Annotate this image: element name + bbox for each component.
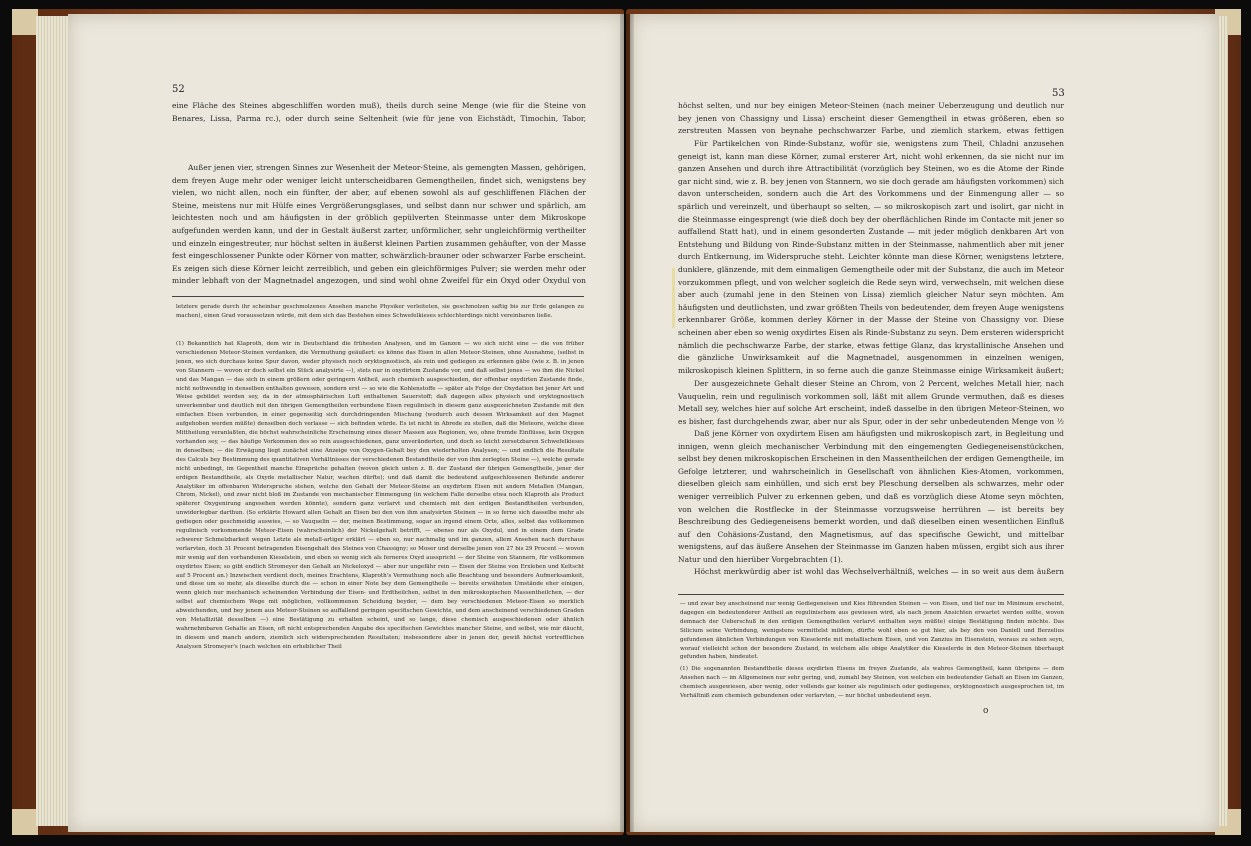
right-paragraph-5: Höchst merkwürdig aber ist wohl das Wechselverhältniß, welches — in so weit aus dem äußern: [694, 567, 1064, 576]
right-footnote-1: (1) Die sogenannten Bestandtheile dieses oxydirten Eisens im freyen Zustande, als wahres Gemengtheil, kann übrigens — dem Ansehen nach — im Allgemeinen nur sehr gering, und, zumahl bey Steinen, von welchen ein bedeutender Gehalt an Eisen im Ganzen, chemisch ausgewiesen, aber wenig, oder vollends gar keiner als regulinisch oder gediegenes, oryktognostisch ausgesprochen ist, im Verhältniß zum chemisch gebundenen oder verlarvten, — nur höchst unbedeutend seyn.: [680, 666, 1064, 699]
right-footnote-rule: [678, 594, 1064, 595]
left-footnote-1: (1) Bekanntlich hat Klaproth, dem wir in Deutschland die frühesten Analysen, und im Ganzen — wo sich nicht eine — die von früher verschiedenen Meteor-Steinen verdanken, die Vermuthung geäußert: es könne das Eisen in allen Meteor-Steinen, ohne Ausnahme, (selbst in jenen, wo sich durchaus keine Spur davon, weder physisch noch oryktognostisch, als rein und gediegen zu erkennen gäbe (wie z. B. in jenen von Stannern — wovon er doch selbst ein Stück analysirte —), stets nur in oxydirtem Zustande vor, und daß selbst jenes — wo ihm die Nickel und das Mangan — das sich in einem größern oder geringern Antheil, auch chemisch ausgeschieden, der offenbar oxydirten Zustande finde, nicht nothwendig in denselben enthalten gewesen, sondern erst — so wie die Kohlenstoffe — später als Folge der Oxydation bei jener Art und Weise gebildet worden sey, da in der atmosphärischen Luft enthaltenen Sauerstoff; daß dagegen alles physisch und oryktognostisch unverkennbar und deutlich mit den übrigen Gemengtheilen verbundene Eisen regulinisch in diesem ganz ausgezeichneten Zustande mit den einfachen Eisen verbunden, in einer gegenseitig sich durchdringenden Mischung (wodurch auch dessen Wirksamkeit auf den Magnet aufgehoben werden müßte) denselben doch verlasse — sich befinden würde. Es ist nicht in Abrede zu stellen, daß die Meteore, welche diese Mittheilung veranlaßten, die höchst wahrscheinliche Erscheinung eines dieser Massen aus Regionen, wo, ohne fremde Einflüsse, kein Oxygen vorhanden sey, — das häufige Vorkommen des so rein ausgeschiedenen, ganz unveränderten, und doch so leicht zersetzbaren Schwefelkieses in denselben; — die Erwägung liegt zunächst eine Anzeige von Oxygen-Gehalt bey den wiederholten Analysen; — und endlich die Resultate des Calculs bey Bestimmung des quantitativen Verhältnisses der verschiedenen Bestandtheile der von ihm zerlegten Steine —), welche gerade nicht unbedingt, im Gegentheil manche Einsprüche gehalten (wovon gleich unten z. B. der Zustand der übrigen Gemengtheile, jener der erdigen Bestandtheile, als Oxyde metallischer Natur, wachen dürfte); und daß damit die bedeutend aufgeschlossenen Befunde anderer Analytiker im offenbaren Widerspruche stehen, welche den Gehalt der Meteor-Steine an oxydirtem Eisen mit andern Metallen (Mangan, Chrom, Nickel), und zwar nicht bloß im Zustande von mechanischer Einmengung (in welchem Falle derselbe etwa noch Klaproth als Product späterer Oxygenirung angesehen werden könnte), sondern ganz verlarvt und chemisch mit den erdigen Bestandtheilen verbunden, unwiderlegbar darthun. (So erklärte Howard allen Gehalt an Eisen bei den von ihm analysirten Steinen — in so ferne sich dasselbe mehr als gediegen oder geschmeidig auswies, — so Vauquelin — der, meinen Bestimmung, sogar an irgend einem Orte, alles, selbst das vollkommen regulinisch vorkommende Meteor-Eisen (wahrscheinlich) der Nickelgehalt betrifft, — ebenso nur als Oxydul, und in einem dem Grade schwerer Schmelzbarkeit wegen Letzte als metall-artiger erklärt — eben so, nur nachmalig und im ganzen, allem Ansehen nach durchaus verlarvten, doch 31 Procent betragenden Eisengehalt des Steines von Chassigny; so Moser und derselbe jenen von 27 bis 29 Procent — wovon mir wenig auf den vorhandenen Kieselstein, und eben so wenig sich als ferneres Oxyd ausspricht — der Steine von Stannern, für vollkommen oxydirtes Eisen; so gibt endlich Stromeyer den Gehalt an Nickeloxyd — aber nur ungefähr rein — Eisen der Steine von Erxleben und Keltscht auf 5 Procent an.) Inzwischen verdient doch, meines Erachtens, Klaproth's Vermuthung noch alle Beachtung und besondere Aufmerksamkeit, und diese um so mehr, als dieselbe durch die — schon in einer Note bey dem Gemengtheile — bereits erwähnten Umstände eher einigen, wenn gleich nur mechanisch scheinenden Verbindung der Eisen- und Erdtheilchen, selbst in den mikroskopischen Massentheilchen, — der selbst auf chemischem Wege mit möglichen, vollkommenen Scheidung beyder, — dem bey verschiedenen Meteor-Eisen so merklich abweichenden, und bey jenem aus Meteor-Steinen so auffallend geringen specifischen Gewichte, und dem anscheinend verschiedenen Graden von Metallizität desselben —) eine Bestätigung zu erhalten scheint, und so lange, diese chemisch ausgeschiedenen oder ähnlich wahrnehmbaren Gehalte an Eisen, oft nicht entsprechenden Angabe des specifischen Gewichtes mancher Steine, und selbst, wie mir däucht, in diesem und manch andern, ziemlich sich widersprechenden Resultaten; insbesondere aber in jenen der, gewiß höchst vortrefflichen Analysen Stromeyer's (nach welchen ein erheblicher Theil: [176, 341, 584, 650]
left-page-edges: [36, 16, 70, 826]
left-footnote-continued: letztere gerade durch ihr scheinbar geschmolzenes Ansehen manche Physiker verleiteten, sie geschmolzen saftig bis zur Erde gelangen zu machen), einen Grad voraussetzen würde, mit dem sich das Bestehen eines Schwefelkieses schlechterdings nicht vereinbaren ließe.: [176, 304, 584, 319]
left-page-number: 52: [172, 84, 185, 95]
right-paragraph-4: Daß jene Körner von oxydirtem Eisen am häufigsten und mikroskopisch zart, in Begleitung und innigen, wenn gleich mechanischer Verbindung mit den eingemengten Gediegeneisenstückchen, selbst bey denen mikroskopischen Erscheinen in den Massentheilchen der erdigen Gemengtheile, im Gefolge letzterer, und wahrscheinlich in Gesellschaft von ähnlichen Kies-Atomen, vorkommen, dieselben gleich sam einhüllen, und sich erst bey Pleschung derselben als schwarzes, mehr oder weniger verreiblich Pulver zu erkennen geben, und daß es vorzüglich diese Atome seyn möchten, von welchen die Rostflecke in der Steinmasse vorzugsweise herrühren — ist bereits bey Beschreibung des Gediegeneisens bemerkt worden, und daß dieselben einen wesentlichen Einfluß auf den Cohäsions-Zustand, den Magnetismus, auf das specifische Gewicht, und mittelbar wenigstens, auf das äußere Ansehen der Steinmasse im Ganzen haben müssen, ergibt sich aus ihrer Natur und den hierüber Vorgebrachten (1).: [678, 429, 1064, 564]
corner-top-left: [12, 9, 38, 35]
left-footnote-rule: [172, 296, 584, 297]
right-paragraph-3: Der ausgezeichnete Gehalt dieser Steine an Chrom, von 2 Percent, welches Metall hier, nach Vauquelin, rein und regulinisch vorkommen soll, läßt mit allem Grunde vermuthen, daß es dieses Metall sey, welches hier auf solche Art erscheint, indeß dasselbe in den übrigen Meteor-Steinen, wo es bisher, fast durchgehends zwar, aber nur als Spur, oder in der sehr unbedeutenden Menge von ½: [678, 379, 1064, 426]
left-paragraph-2: Außer jenen vier, strengen Sinnes zur Wesenheit der Meteor-Steine, als gemengten Massen, gehörigen, dem freyen Auge mehr oder weniger leicht unterscheidbaren Gemengtheilen, findet sich, wenigstens bey vielen, wo nicht allen, noch ein fünfter, der aber, auf ebenen sowohl als auf geschliffenen Flächen der Steine, meistens nur mit Hülfe eines Vergrößerungsglases, und selbst dann nur schwer und spärlich, am leichtesten noch und am häufigsten in der gröblich gepülverten Steinmasse unter dem Mikroskope aufgefunden werden kann, und der in Gestalt äußerst zarter, unförmlicher, sehr ungleichförmig vertheilter und einzeln eingestreuter, nur höchst selten in äußerst kleinen Partien zusammen gehäufter, von der Masse fest eingeschlossener Punkte oder Körner von matter, schwärzlich-brauner oder schwarzer Farbe erscheint. Es zeigen sich diese Körner leicht zerreiblich, und geben ein gleichförmiges Pulver; sie werden mehr oder minder lebhaft von der Magnetnadel angezogen, und sind wohl ohne Zweifel für ein Oxyd oder Oxydul von: [172, 163, 586, 286]
left-paragraph-1: eine Fläche des Steines abgeschliffen worden muß), theils durch seine Menge (wie für die Steine von Benares, Lissa, Parma rc.), oder durch seine Seltenheit (wie für jene von Eichstädt, Timochin, Tabor,: [172, 101, 586, 123]
right-page-number: 53: [1052, 88, 1065, 99]
book-gutter: [620, 14, 634, 832]
corner-bottom-left: [12, 809, 38, 835]
page-stain: [672, 268, 675, 328]
end-ornament: o: [983, 706, 989, 716]
right-paragraph-2: Für Partikelchen von Rinde-Substanz, wofür sie, wenigstens zum Theil, Chladni anzusehen geneigt ist, kann man diese Körner, zumal ersterer Art, nicht wohl erkennen, da sie nicht nur im ganzen Ansehen und durch ihre Attractibilität (vorzüglich bey Steinen, wo es die Atome der Rinde gar nicht sind, wie z. B. bey jenen von Stannern, wo sie doch gerade am häufigsten vorkommen) sich davon unterscheiden, sondern auch die Art des Vorkommens und der Einmengung aller — so spärlich und vereinzelt, und überhaupt so selten, — so mikroskopisch zart und isolirt, gar nicht in die Steinmasse eingesprengt (wie dieß doch bey der oberflächlichen Rinde im Contacte mit jener so auffallend Statt hat), und in einem gesonderten Zustande — mit jeder möglich denkbaren Art von Entstehung und Bildung von Rinde-Substanz mitten in der Steinmasse, nahmentlich aber mit jener durch Entkernung, im Widerspruche steht. Leichter könnte man diese Körner, wenigstens letztere, dunklere, glänzende, mit dem einmaligen Gemengtheile oder mit der Substanz, die auch im Meteor vorzukommen pflegt, und von welcher sogleich die Rede seyn wird, verwechseln, mit welchen diese aber auch (zumahl jene in den Steinen von Lissa) ziemlich gleicher Natur seyn möchten. Am häufigsten und deutlichsten, und zwar größten Theils von bedeutender, dem freyen Auge wenigstens erkennbarer Größe, kommen derley Körner in der Masse der Steine von Chassigny vor. Diese scheinen aber eben so wenig oxydirtes Eisen als Rinde-Substanz zu seyn. Dem ersteren widerspricht nämlich die pechschwarze Farbe, der starke, etwas fettige Glanz, das krystallinische Ansehen und die gänzliche Unwirksamkeit auf die Magnetnadel, ausgenommen in einzelnen wenigen, mikroskopisch kleinen Splittern, in so ferne auch die ganze Steinmasse einige Wirksamkeit äußert;: [678, 139, 1064, 375]
right-paragraph-1: höchst selten, und nur bey einigen Meteor-Steinen (nach meiner Ueberzeugung und deutlich nur bey jenen von Chassigny und Lissa) erscheint dieser Gemengtheil in etwas größeren, eben so zerstreuten Massen von beynahe pechschwarzer Farbe, und ziemlich starkem, etwas fettigen: [678, 101, 1064, 136]
right-footnote-continued: — und zwar bey anscheinend nur wenig Gediegeneisen und Kies führenden Steinen — von Eisen, und tief nur im Minimum erscheint, dagegen ein bedeutenderer Antheil an regulinischem aus gewiesen wird, als nach jenem Ansichten erwartet werden sollte, wovon demnach der Ueberschuß in den erdigen Gemengtheilen verlarvt enthalten seyn müßte) einige Bestätigung finden möchte. Das Silicium seine Verbindung, wenigstens vermittelst mildem, dürfte wohl eben so gut hier, als bey den von Daniell und Berzelius gefundenen ähnlichen Verbindungen von Kieselerde mit metallischem Eisen, und von Zanzius im Eisenstein, woraus zu sehen seyn, worauf vielleicht schon der besondere Zustand, in welchem alle obige Analytiker die Kieselerde in den Meteor-Steinen überhaupt gefunden haben, hindeutet.: [680, 601, 1064, 661]
